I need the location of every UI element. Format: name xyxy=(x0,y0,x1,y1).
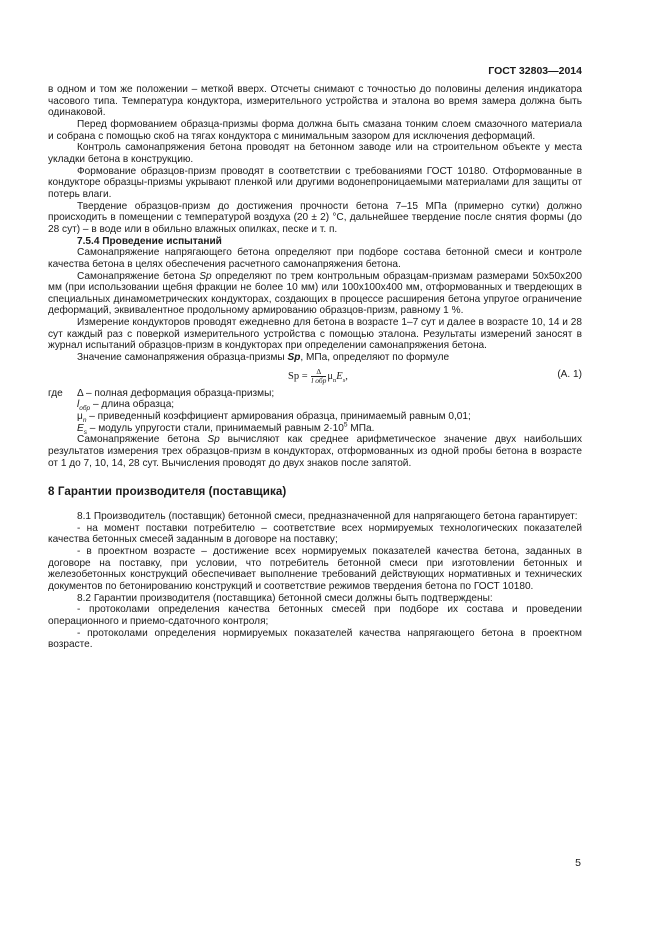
formula-number: (А. 1) xyxy=(557,368,582,380)
paragraph: Контроль самонапряжения бетона проводят на бетонном заводе или на строительном объекте у места укладки бетона в конструкцию. xyxy=(48,142,582,165)
legend-item: $\mu_n$ – приведенный коэффициент армирования образца, принимаемый равным 0,01; xyxy=(77,411,471,425)
paragraph: Самонапряжение напрягающего бетона определяют при подборе состава бетонной смеси и контроле качества бетона в целях обеспечения расчетного самонапряжения бетона. xyxy=(48,247,582,270)
paragraph: Самонапряжение бетона Sp определяют по трем контрольным образцам-призмам размерами 50х50х200 мм (при использовании щебня фракции не более 10 мм) или 100х100х400 мм, отформованных и твердеющих в специальных динамометрических кондукторах, создающих в процессе расширения бетона упругое ограничение деформаций, эквивалентное продольному армированию образцов-призм, равному 1 %. xyxy=(48,270,582,317)
legend-item: $E_s$ – модуль упругости стали, принимаемый равным $2\cdot 10^5$ МПа. xyxy=(77,421,375,436)
formula-expression: Sp = $\frac{\Delta}{\text{l обр}}$ $\mu_nE_s$, xyxy=(288,366,348,385)
paragraph: в одном и том же положении – меткой вверх. Отсчеты снимают с точностью до половины деления индикатора часового типа. Температура кондуктора, измерительного устройства и эталона во время замера должна быть одинаковой. xyxy=(48,84,582,119)
paragraph: Измерение кондукторов проводят ежедневно для бетона в возрасте 1–7 сут и далее в возрасте 10, 14 и 28 сут каждый раз с поверкой измерительного устройства с помощью эталона. Результаты измерений заносят в журнал испытаний образцов-призм в кондукторах при определении самонапряжения бетона. xyxy=(48,317,582,352)
list-item: - в проектном возрасте – достижение всех нормируемых показателей качества бетона, заданных в договоре на поставку, при условии, что потребитель бетонной смеси при изготовлении бетонных и железобетонных конструкций обеспечивает выполнение требований действующих нормативных и технических документов по бетонированию конструкций и соответствие режимов твердения бетона по ГОСТ 10180. xyxy=(48,545,582,592)
section-heading-7-5-4: 7.5.4 Проведение испытаний xyxy=(77,235,222,247)
formula-fraction: $\frac{\Delta}{\text{l обр}}$ xyxy=(311,366,327,385)
document-body xyxy=(48,84,582,651)
list-item: - протоколами определения нормируемых показателей качества напрягающего бетона в проектном возрасте. xyxy=(48,627,582,651)
legend-item: $l_{обр}$ – длина образца; xyxy=(77,399,175,413)
page-number: 5 xyxy=(575,857,581,869)
paragraph: 8.1 Производитель (поставщик) бетонной смеси, предназначенной для напрягающего бетона гарантирует: xyxy=(77,511,578,522)
list-item: - протоколами определения качества бетонных смесей при подборе их состава и проведении операционного и приемо-сдаточного контроля; xyxy=(48,604,582,627)
formula-legend xyxy=(48,388,582,435)
paragraph: Значение самонапряжения образца-призмы Sp, МПа, определяют по формуле xyxy=(77,352,450,364)
paragraph: 8.2 Гарантии производителя (поставщика) бетонной смеси должны быть подтверждены: xyxy=(77,592,493,604)
paragraph: Самонапряжение бетона Sp вычисляют как среднее арифметическое значение двух наибольших результатов измерения трех образцов-призм в кондукторах, отформованных из одной пробы бетона в возрасте от 1 до 7, 10, 14, 28 сут. Вычисления проводят до двух знаков после запятой. xyxy=(48,434,582,469)
list-item: - на момент поставки потребителю – соответствие всех нормируемых технологических показателей качества бетонных смесей заданным в договоре на поставку; xyxy=(48,522,582,546)
paragraph: Перед формованием образца-призмы форма должна быть смазана тонким слоем смазочного материала и собрана с помощью скоб на тягах кондуктора с минимальным зазором для исключения деформаций. xyxy=(48,118,582,142)
formula-a1 xyxy=(48,365,582,388)
paragraph: Твердение образцов-призм до достижения прочности бетона 7–15 МПа (примерно сутки) должно происходить в помещении с температурой воздуха (20 ± 2) °С, дальнейшее твердение после снятия формы (до 28 сут) – в воде или в обильно влажных опилках, песке и т. п. xyxy=(48,200,582,235)
section-heading-8: 8 Гарантии производителя (поставщика) xyxy=(48,485,287,499)
legend-item: Δ – полная деформация образца-призмы; xyxy=(77,387,275,399)
legend-label: где xyxy=(48,387,63,399)
paragraph: Формование образцов-призм проводят в соответствии с требованиями ГОСТ 10180. Отформованные в кондукторе образцы-призмы укрывают пленкой или другими водонепроницаемыми материалами для защиты от потерь влаги. xyxy=(48,165,582,200)
standard-number: ГОСТ 32803—2014 xyxy=(488,65,582,77)
